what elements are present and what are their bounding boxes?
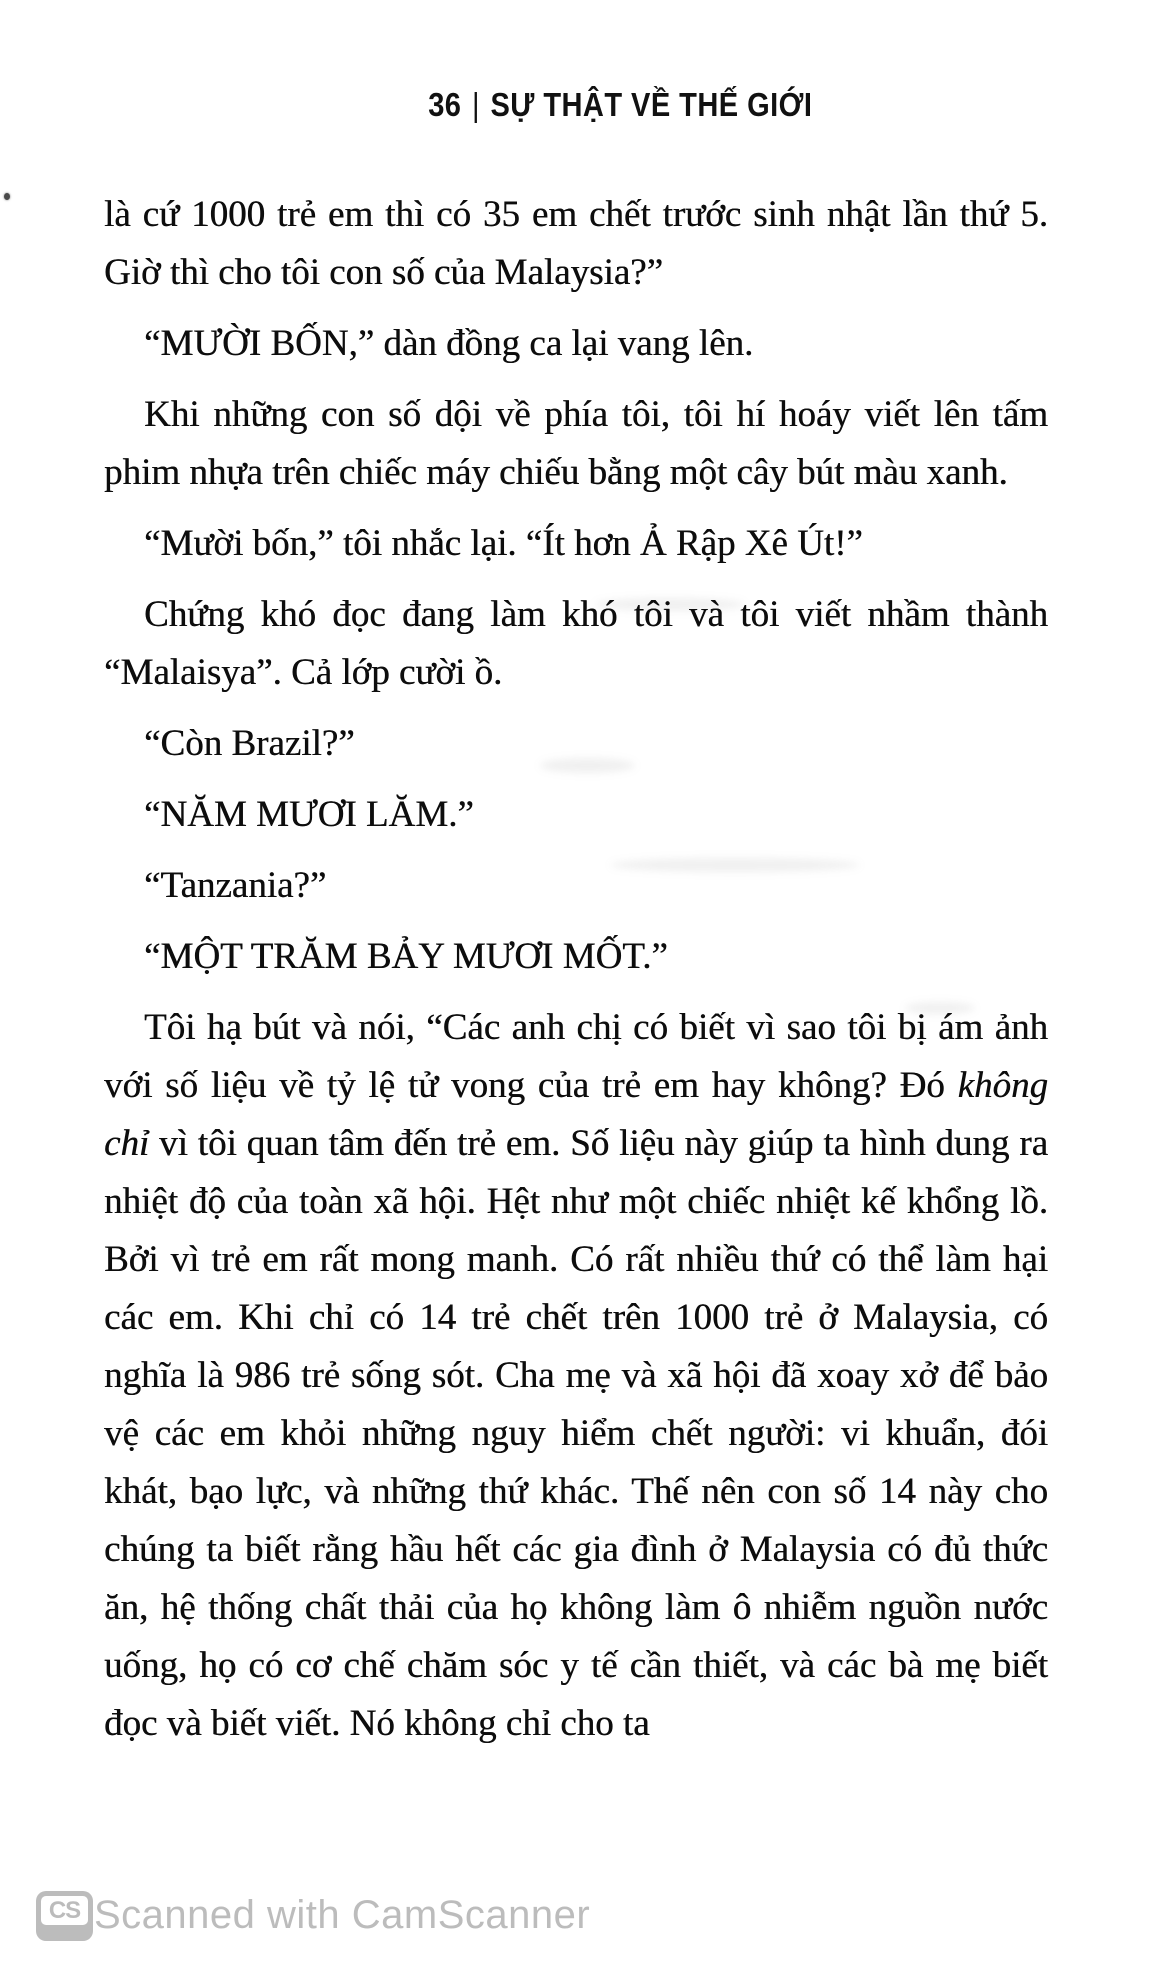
camscanner-icon — [36, 1891, 93, 1941]
camscanner-footer — [0, 1875, 1152, 1984]
paragraph-text: Tôi hạ bút và nói, “Các anh chị có biết vì sao tôi bị ám ảnh với số liệu về tỷ lệ tử vong của trẻ em hay không? Đó — [104, 1007, 1048, 1106]
camscanner-caption: Scanned with CamScanner — [94, 1893, 591, 1937]
running-head-text — [428, 86, 812, 124]
book-title: SỰ THẬT VỀ THẾ GIỚI — [490, 86, 813, 123]
page-header — [44, 86, 1152, 124]
paragraph: Khi những con số dội về phía tôi, tôi hí hoáy viết lên tấm phim nhựa trên chiếc máy chiếu bằng một cây bút màu xanh. — [104, 394, 1048, 493]
header-separator: | — [471, 86, 480, 123]
paragraph-dialogue: “MƯỜI BỐN,” dàn đồng ca lại vang lên. — [144, 323, 754, 364]
paragraph-continuation: là cứ 1000 trẻ em thì có 35 em chết trước sinh nhật lần thứ 5. Giờ thì cho tôi con số của Malaysia?” — [104, 194, 1048, 293]
scan-artifact-dot — [4, 193, 10, 200]
paragraph-dialogue: “Tanzania?” — [144, 865, 327, 906]
paragraph-closing — [104, 999, 1048, 1753]
paragraph-text: vì tôi quan tâm đến trẻ em. Số liệu này giúp ta hình dung ra nhiệt độ của toàn xã hội. Hệt như một chiếc nhiệt kế khổng lồ. Bởi vì trẻ em rất mong manh. Có rất nhiều thứ có thể làm hại các em. Khi chỉ có 14 trẻ chết trên 1000 trẻ ở Malaysia, có nghĩa là 986 trẻ sống sót. Cha mẹ và xã hội đã xoay xở để bảo vệ các em khỏi những nguy hiểm chết người: vi khuẩn, đói khát, bạo lực, và những thứ khác. Thế nên con số 14 này cho chúng ta biết rằng hầu hết các gia đình ở Malaysia có đủ thức ăn, hệ thống chất thải của họ không làm ô nhiễm nguồn nước uống, họ có cơ chế chăm sóc y tế cần thiết, và các bà mẹ biết đọc và biết viết. Nó không chỉ cho ta — [104, 1123, 1048, 1744]
camscanner-icon-label: CS — [41, 1896, 88, 1925]
paragraph-dialogue: “MỘT TRĂM BẢY MƯƠI MỐT.” — [144, 936, 668, 977]
paragraph-dialogue: “Còn Brazil?” — [144, 723, 355, 764]
paragraph-italic-text: không chỉ — [104, 1065, 1048, 1164]
paragraph-dialogue: “Mười bốn,” tôi nhắc lại. “Ít hơn Ả Rập Xê Út!” — [144, 523, 863, 564]
paragraph-dialogue: “NĂM MƯƠI LĂM.” — [144, 794, 474, 835]
page-number: 36 — [427, 86, 462, 123]
paragraph: Chứng khó đọc đang làm khó tôi và tôi viết nhầm thành “Malaisya”. Cả lớp cười ồ. — [104, 594, 1048, 693]
page-body — [104, 186, 1048, 1766]
